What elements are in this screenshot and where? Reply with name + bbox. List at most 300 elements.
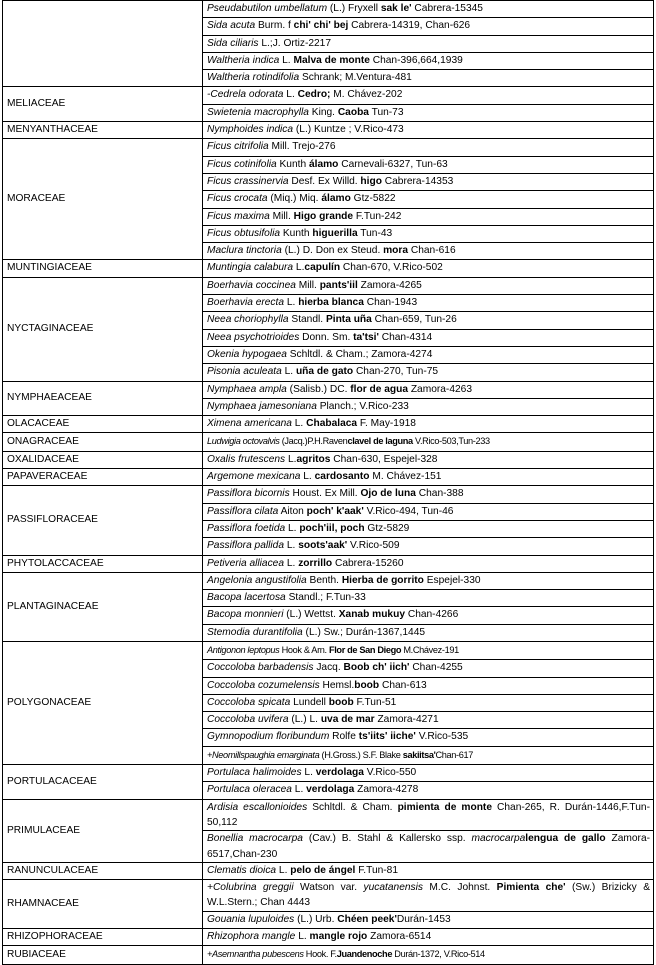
author: Donn. Sm. <box>299 331 354 343</box>
author: (L.) Wettst. <box>283 609 339 621</box>
species-entry <box>207 418 416 429</box>
species-cell <box>203 173 654 190</box>
author: Kunth <box>276 158 309 170</box>
species-entry <box>207 211 401 222</box>
species-cell <box>203 880 654 912</box>
scientific-name: Argemone mexicana <box>207 471 301 483</box>
species-cell <box>203 911 654 928</box>
scientific-name: Bonellia macrocarpa <box>207 833 303 845</box>
common-name: Chabalaca <box>306 418 358 430</box>
collector-ref: Durán-1453 <box>396 913 451 925</box>
common-name: hierba blanca <box>298 297 364 309</box>
collector-ref: Chan-630, Espejel-328 <box>330 453 438 465</box>
scientific-name: Rhizophora mangle <box>207 931 296 943</box>
species-entry <box>207 20 470 31</box>
table-row <box>3 641 654 659</box>
author: Mill. <box>269 210 294 222</box>
collector-ref: V.Rico-494, Tun-46 <box>363 505 454 517</box>
scientific-name: Passiflora pallida <box>207 540 285 552</box>
common-name: Xanab mukuy <box>338 609 405 621</box>
author: Jacq. <box>313 662 344 674</box>
family-cell: MENYANTHACEAE <box>3 122 203 139</box>
species-cell <box>203 746 654 764</box>
common-name: Flor de San Diego <box>328 644 402 655</box>
common-name: clavel de laguna <box>347 436 413 447</box>
scientific-name: Portulaca oleracea <box>207 784 292 796</box>
common-name: uña de gato <box>295 366 354 378</box>
species-entry <box>207 141 336 152</box>
common-name: verdolaga <box>315 767 364 779</box>
common-name: Pinta uña <box>325 314 372 326</box>
species-entry <box>207 314 457 325</box>
table-row <box>3 469 654 486</box>
author-2: M.C. Johnst. <box>422 882 497 894</box>
collector-ref: Chan-1943 <box>363 297 418 309</box>
scientific-name: Muntingia calabura <box>207 262 294 274</box>
scientific-name: Bacopa monnieri <box>207 609 284 621</box>
scientific-name: Maclura tinctoria <box>207 245 282 257</box>
table-row <box>3 451 654 468</box>
species-entry <box>207 714 439 725</box>
family-cell: RANUNCULACEAE <box>3 862 203 879</box>
species-cell <box>203 503 654 520</box>
author: L. <box>285 453 297 465</box>
author: Schltdl. & Cham. <box>307 801 398 813</box>
table-row <box>3 277 654 294</box>
species-cell <box>203 1 654 18</box>
species-entry <box>207 523 409 534</box>
species-cell <box>203 122 654 139</box>
author: L. <box>279 54 294 66</box>
species-cell <box>203 538 654 555</box>
species-entry <box>207 914 451 925</box>
species-cell <box>203 191 654 208</box>
scientific-name: Nymphoides indica <box>207 124 294 136</box>
scientific-name: Bacopa lacertosa <box>207 592 286 604</box>
scientific-name: Gouania lupuloides <box>207 913 295 925</box>
author: (L.) Sw.; Durán-1367,1445 <box>302 626 426 638</box>
scientific-name: Pisonia aculeata <box>207 366 282 378</box>
common-name: álamo <box>308 158 339 170</box>
scientific-name: Oxalis frutescens <box>207 453 286 465</box>
collector-ref: Zamora-4265 <box>357 279 422 291</box>
scientific-name: Passiflora bicornis <box>207 488 290 500</box>
author: L. <box>291 784 307 796</box>
author: (Jacq.)P.H.Raven <box>279 436 348 447</box>
scientific-name: Ludwigia octovalvis <box>207 436 280 447</box>
author: (L.) Kuntze ; V.Rico-473 <box>293 124 404 136</box>
common-name: chi' chi' bej <box>293 20 349 32</box>
collector-ref: Cabrera-14353 <box>381 175 454 187</box>
family-cell: PORTULACACEAE <box>3 765 203 800</box>
species-cell <box>203 712 654 729</box>
scientific-name: Portulaca halimoides <box>207 767 302 779</box>
common-name: soots'aak' <box>298 540 348 552</box>
scientific-name: Ficus citrifolia <box>207 141 269 153</box>
author: (Cav.) B. Stahl & Kallersko ssp. <box>302 833 472 845</box>
species-entry <box>207 297 417 308</box>
table-row <box>3 929 654 946</box>
collector-ref: Tun-73 <box>368 106 404 118</box>
common-name: poch' k'aak' <box>306 505 364 517</box>
author: L.;J. Ortiz-2217 <box>258 37 332 49</box>
author: (L.) D. Don ex Steud. <box>281 245 384 257</box>
species-cell <box>203 831 654 863</box>
author: L. <box>300 471 315 483</box>
species-cell <box>203 451 654 468</box>
species-cell <box>203 520 654 537</box>
collector-ref: F.Tun-81 <box>355 864 399 876</box>
collector-ref: Zamora-6517,Chan-230 <box>207 833 651 860</box>
author: L. <box>281 366 296 378</box>
species-entry <box>207 228 392 239</box>
collector-ref: Chan-670, V.Rico-502 <box>340 262 443 274</box>
author: Lundell <box>290 696 329 708</box>
family-cell: PAPAVERACEAE <box>3 469 203 486</box>
collector-ref: M. Chávez-151 <box>369 471 442 483</box>
species-entry <box>207 332 432 343</box>
common-name: Cedro; <box>297 89 331 101</box>
species-cell <box>203 139 654 156</box>
common-name: cardosanto <box>314 471 370 483</box>
scientific-name: Ficus maxima <box>207 210 270 222</box>
author: Rolfe <box>329 731 359 743</box>
collector-ref: Chan-4255 <box>409 662 463 674</box>
common-name: ts'iits' iiche' <box>358 731 416 743</box>
species-cell <box>203 486 654 503</box>
table-row <box>3 122 654 139</box>
common-name: Boob ch' iich' <box>343 662 410 674</box>
author: Hook & Arn. <box>279 644 329 655</box>
species-entry <box>207 645 459 655</box>
scientific-name: Ardisia escallonioides <box>207 801 308 813</box>
species-entry <box>207 627 425 638</box>
collector-ref: Chan-4314 <box>378 331 433 343</box>
species-entry <box>207 38 331 49</box>
family-cell: RUBIACEAE <box>3 946 203 964</box>
scientific-name: Ficus crocata <box>207 193 268 205</box>
scientific-name: Boerhavia erecta <box>207 297 285 309</box>
scientific-name: Stemodia durantifolia <box>207 626 303 638</box>
author: Houst. Ex Mill. <box>289 488 361 500</box>
species-entry <box>207 750 473 760</box>
species-entry <box>207 176 453 187</box>
common-name: mora <box>383 245 409 257</box>
table-row <box>3 1 654 18</box>
scientific-name: +Neomillspaughia emarginata <box>207 749 320 760</box>
table-row <box>3 139 654 156</box>
table-row <box>3 381 654 398</box>
species-cell <box>203 641 654 659</box>
species-cell <box>203 243 654 260</box>
species-entry <box>207 662 463 673</box>
table-row <box>3 880 654 912</box>
collector-ref: Chan-617 <box>435 749 474 760</box>
family-cell: PLANTAGINACEAE <box>3 572 203 641</box>
species-cell <box>203 35 654 52</box>
species-cell <box>203 398 654 415</box>
author: (H.Gross.) S.F. Blake <box>319 749 403 760</box>
family-cell: RHIZOPHORACEAE <box>3 929 203 946</box>
author: Standl. <box>288 314 326 326</box>
family-cell: PRIMULACEAE <box>3 799 203 862</box>
scientific-name: Waltheria rotindifolia <box>207 72 300 84</box>
common-name: sakiitsa' <box>402 749 436 760</box>
common-name: Hierba de gorrito <box>341 574 424 586</box>
collector-ref: Chan-265, R. Durán-1446,F.Tun-50,112 <box>207 801 650 828</box>
species-entry <box>207 833 650 859</box>
species-entry <box>207 280 422 291</box>
table-row <box>3 486 654 503</box>
author: L. <box>285 522 300 534</box>
author: Schltdl. & Cham.; Zamora-4274 <box>286 348 433 360</box>
author: Schrank; M.Ventura-481 <box>299 72 412 84</box>
species-cell <box>203 277 654 294</box>
species-entry <box>207 384 472 395</box>
species-entry <box>207 731 468 742</box>
scientific-name: Clematis dioica <box>207 864 277 876</box>
common-name: flor de agua <box>350 383 408 395</box>
species-entry <box>207 802 650 828</box>
collector-ref: Chan-270, Tun-75 <box>353 366 439 378</box>
species-entry <box>207 767 416 778</box>
species-entry <box>207 349 432 360</box>
table-row <box>3 87 654 104</box>
scientific-name: Coccoloba barbadensis <box>207 662 314 674</box>
family-cell: RHAMNACEAE <box>3 880 203 929</box>
species-entry <box>207 89 402 100</box>
common-name: higo <box>360 175 382 187</box>
collector-ref: Chan-4266 <box>405 609 459 621</box>
common-name: boob <box>354 679 380 691</box>
author: L. <box>295 931 310 943</box>
species-cell <box>203 312 654 329</box>
species-entry <box>207 784 418 795</box>
species-cell <box>203 52 654 69</box>
author: (Miq.) Miq. <box>267 193 322 205</box>
family-cell: NYCTAGINACEAE <box>3 277 203 381</box>
scientific-name: Coccoloba uvifera <box>207 714 289 726</box>
species-entry <box>207 193 396 204</box>
species-entry <box>207 72 412 83</box>
scientific-name: Ximena americana <box>207 418 292 430</box>
scientific-name: Nymphaea jamesoniana <box>207 400 317 412</box>
collector-ref: Cabrera-15260 <box>332 557 404 569</box>
common-name: agritos <box>296 453 331 465</box>
author: (Salisb.) DC. <box>286 383 351 395</box>
family-cell: ONAGRACEAE <box>3 433 203 451</box>
species-entry <box>207 592 366 603</box>
collector-ref: Espejel-330 <box>423 574 481 586</box>
scientific-name: +Colubrina greggii <box>207 882 294 894</box>
species-entry <box>207 3 483 14</box>
species-cell <box>203 782 654 799</box>
scientific-name: Neea choriophylla <box>207 314 289 326</box>
species-cell <box>203 799 654 831</box>
infraspecific-name: macrocarpa <box>471 833 526 845</box>
species-entry <box>207 697 396 708</box>
species-cell <box>203 765 654 782</box>
scientific-name: Okenia hypogaea <box>207 348 287 360</box>
author: Watson var. <box>293 882 364 894</box>
author: Planch.; V.Rico-233 <box>316 400 409 412</box>
common-name: álamo <box>321 193 351 205</box>
table-row <box>3 765 654 782</box>
common-name: Pimienta che' <box>496 882 566 894</box>
collector-ref: Durán-1372, V.Rico-514 <box>392 949 485 960</box>
family-cell: PHYTOLACCACEAE <box>3 555 203 572</box>
scientific-name: Ficus cotinifolia <box>207 158 277 170</box>
author: (L.) Fryxell <box>327 3 381 14</box>
species-cell <box>203 572 654 589</box>
common-name: verdolaga <box>306 784 355 796</box>
scientific-name: Pseudabutilon umbellatum <box>207 3 328 14</box>
scientific-name: Nymphaea ampla <box>207 383 287 395</box>
species-cell <box>203 624 654 641</box>
author: Mill. <box>295 279 320 291</box>
scientific-name: Coccoloba spicata <box>207 696 291 708</box>
author: (L.) L. <box>288 714 321 726</box>
collector-ref: Cabrera-14319, Chan-626 <box>348 20 471 32</box>
species-cell <box>203 104 654 121</box>
family-cell: NYMPHAEACEAE <box>3 381 203 416</box>
scientific-name: Neea psychotrioides <box>207 331 300 343</box>
family-cell: POLYGONACEAE <box>3 641 203 764</box>
species-cell <box>203 729 654 746</box>
species-entry <box>207 262 443 273</box>
common-name: mangle rojo <box>309 931 368 943</box>
species-entry <box>207 107 404 118</box>
table-row <box>3 555 654 572</box>
common-name: higuerilla <box>312 227 358 239</box>
author: Aiton <box>278 505 307 517</box>
table-row <box>3 572 654 589</box>
table-row <box>3 433 654 451</box>
species-cell <box>203 208 654 225</box>
scientific-name: Swietenia macrophylla <box>207 106 309 118</box>
family-cell: MELIACEAE <box>3 87 203 122</box>
table-row <box>3 416 654 433</box>
collector-ref: (Sw.) Brizicky & W.L.Stern.; Chan 4443 <box>207 882 650 909</box>
collector-ref: Zamora-4263 <box>408 383 472 395</box>
collector-ref: Chan-388 <box>415 488 464 500</box>
scientific-name: Sida acuta <box>207 20 256 32</box>
species-cell <box>203 295 654 312</box>
table-row <box>3 799 654 831</box>
collector-ref: Cabrera-15345 <box>411 3 483 14</box>
scientific-name: Boerhavia coccinea <box>207 279 296 291</box>
species-entry <box>207 124 404 135</box>
author: L. <box>276 864 291 876</box>
species-cell <box>203 225 654 242</box>
species-cell <box>203 469 654 486</box>
collector-ref: Chan-396,664,1939 <box>369 54 463 66</box>
author: L. <box>283 89 298 101</box>
species-entry <box>207 931 431 942</box>
author: King. <box>308 106 338 118</box>
species-cell <box>203 416 654 433</box>
species-entry <box>207 949 485 959</box>
species-entry <box>207 540 400 551</box>
species-entry <box>207 454 437 465</box>
table-row <box>3 862 654 879</box>
collector-ref: Tun-43 <box>357 227 393 239</box>
scientific-name: Waltheria indica <box>207 54 280 66</box>
common-name: zorrillo <box>298 557 333 569</box>
species-cell <box>203 946 654 964</box>
scientific-name: Ficus crassinervia <box>207 175 289 187</box>
common-name: lengua de gallo <box>525 833 606 845</box>
common-name: Ojo de luna <box>360 488 416 500</box>
common-name: ta'tsi' <box>353 331 379 343</box>
common-name: pimienta de monte <box>397 801 492 813</box>
author: L. <box>291 418 307 430</box>
common-name: uva de mar <box>320 714 375 726</box>
scientific-name: Ficus obtusifolia <box>207 227 281 239</box>
collector-ref: F.Tun-51 <box>353 696 397 708</box>
author: L. <box>284 540 299 552</box>
scientific-name: -Cedrela odorata <box>207 89 284 101</box>
species-entry <box>207 575 481 586</box>
species-entry <box>207 865 398 876</box>
author: Kunth <box>280 227 313 239</box>
species-cell <box>203 694 654 711</box>
author: Hook. F. <box>303 949 337 960</box>
species-entry <box>207 471 441 482</box>
scientific-name: Passiflora foetida <box>207 522 286 534</box>
scientific-name: Sida ciliaris <box>207 37 259 49</box>
species-entry <box>207 55 463 66</box>
collector-ref: V.Rico-503,Tun-233 <box>412 436 490 447</box>
species-cell <box>203 260 654 277</box>
collector-ref: M. Chávez-202 <box>330 89 403 101</box>
author: L. <box>284 297 299 309</box>
family-cell: OLACACEAE <box>3 416 203 433</box>
family-cell: OXALIDACEAE <box>3 451 203 468</box>
species-cell <box>203 364 654 381</box>
author: Burm. f <box>255 20 294 32</box>
collector-ref: Zamora-6514 <box>367 931 432 943</box>
species-cell <box>203 433 654 451</box>
collector-ref: Gtz-5822 <box>350 193 396 205</box>
species-cell <box>203 607 654 624</box>
common-name: pelo de ángel <box>290 864 356 876</box>
species-cell <box>203 18 654 35</box>
family-cell <box>3 1 203 87</box>
author: Desf. Ex Willd. <box>288 175 361 187</box>
scientific-name: +Asemnantha pubescens <box>207 949 304 960</box>
species-entry <box>207 882 650 908</box>
species-cell <box>203 660 654 677</box>
collector-ref: V.Rico-535 <box>415 731 469 743</box>
author: Hemsl. <box>319 679 355 691</box>
collector-ref: M.Chávez-191 <box>401 644 459 655</box>
species-entry <box>207 488 464 499</box>
collector-ref: Zamora-4271 <box>374 714 439 726</box>
collector-ref: Chan-613 <box>379 679 427 691</box>
common-name: Higo grande <box>293 210 354 222</box>
species-cell <box>203 590 654 607</box>
species-entry <box>207 401 409 412</box>
family-cell: MUNTINGIACEAE <box>3 260 203 277</box>
species-cell <box>203 862 654 879</box>
family-cell: PASSIFLORACEAE <box>3 486 203 555</box>
common-name: Malva de monte <box>293 54 370 66</box>
species-table-body <box>3 1 654 965</box>
common-name: Juandenoche <box>336 949 393 960</box>
common-name: sak le' <box>380 3 412 14</box>
collector-ref: Chan-616 <box>408 245 456 257</box>
